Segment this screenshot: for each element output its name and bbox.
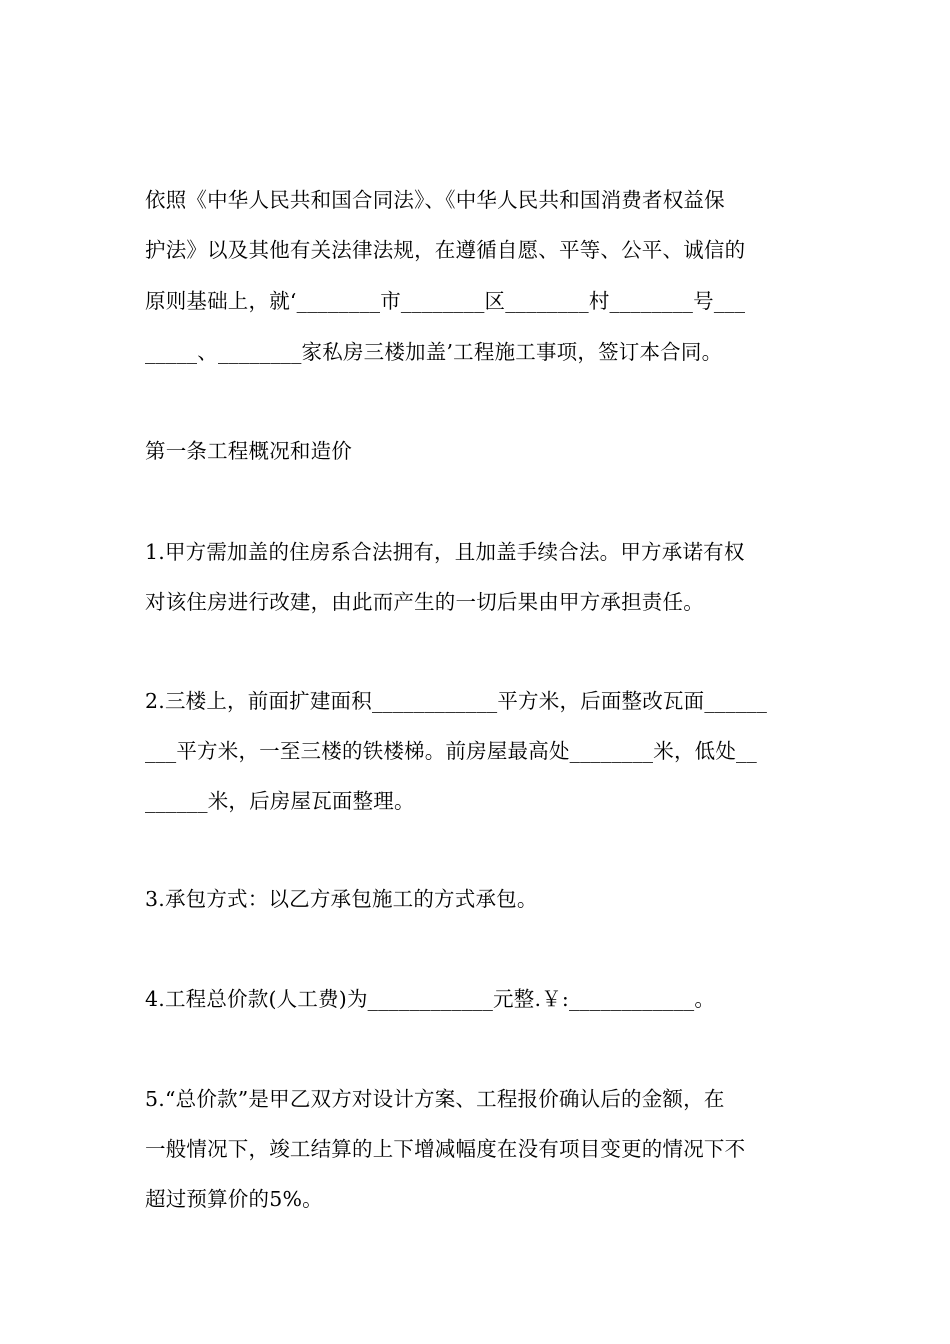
intro-line-3: 原则基础上，就‘________市________区________村________号___: [145, 289, 746, 313]
item-2-line-2: ___平方米，一至三楼的铁楼梯。前房屋最高处________米，低处__: [145, 739, 757, 763]
item-5-line-2: 一般情况下，竣工结算的上下增减幅度在没有项目变更的情况下不: [145, 1137, 746, 1161]
intro-line-1: 依照《中华人民共和国合同法》、《中华人民共和国消费者权益保: [145, 188, 725, 212]
item-2-line-3: ______米，后房屋瓦面整理。: [145, 789, 415, 813]
item-5-line-3: 超过预算价的5%。: [145, 1187, 323, 1211]
item-3-line-1: 3.承包方式：以乙方承包施工的方式承包。: [145, 887, 538, 911]
item-1-line-1: 1.甲方需加盖的住房系合法拥有，且加盖手续合法。甲方承诺有权: [145, 540, 745, 564]
item-1-line-2: 对该住房进行改建，由此而产生的一切后果由甲方承担责任。: [145, 590, 704, 614]
article-1-heading: 第一条工程概况和造价: [145, 439, 352, 463]
intro-line-2: 护法》以及其他有关法律法规，在遵循自愿、平等、公平、诚信的: [145, 238, 746, 262]
item-4-line-1: 4.工程总价款(人工费)为____________元整.￥:____________。: [145, 987, 716, 1011]
intro-line-4: _____、________家私房三楼加盖’工程施工事项，签订本合同。: [145, 340, 723, 364]
item-5-line-1: 5.“总价款”是甲乙双方对设计方案、工程报价确认后的金额，在: [145, 1087, 725, 1111]
item-2-line-1: 2.三楼上，前面扩建面积____________平方米，后面整改瓦面______: [145, 689, 768, 713]
